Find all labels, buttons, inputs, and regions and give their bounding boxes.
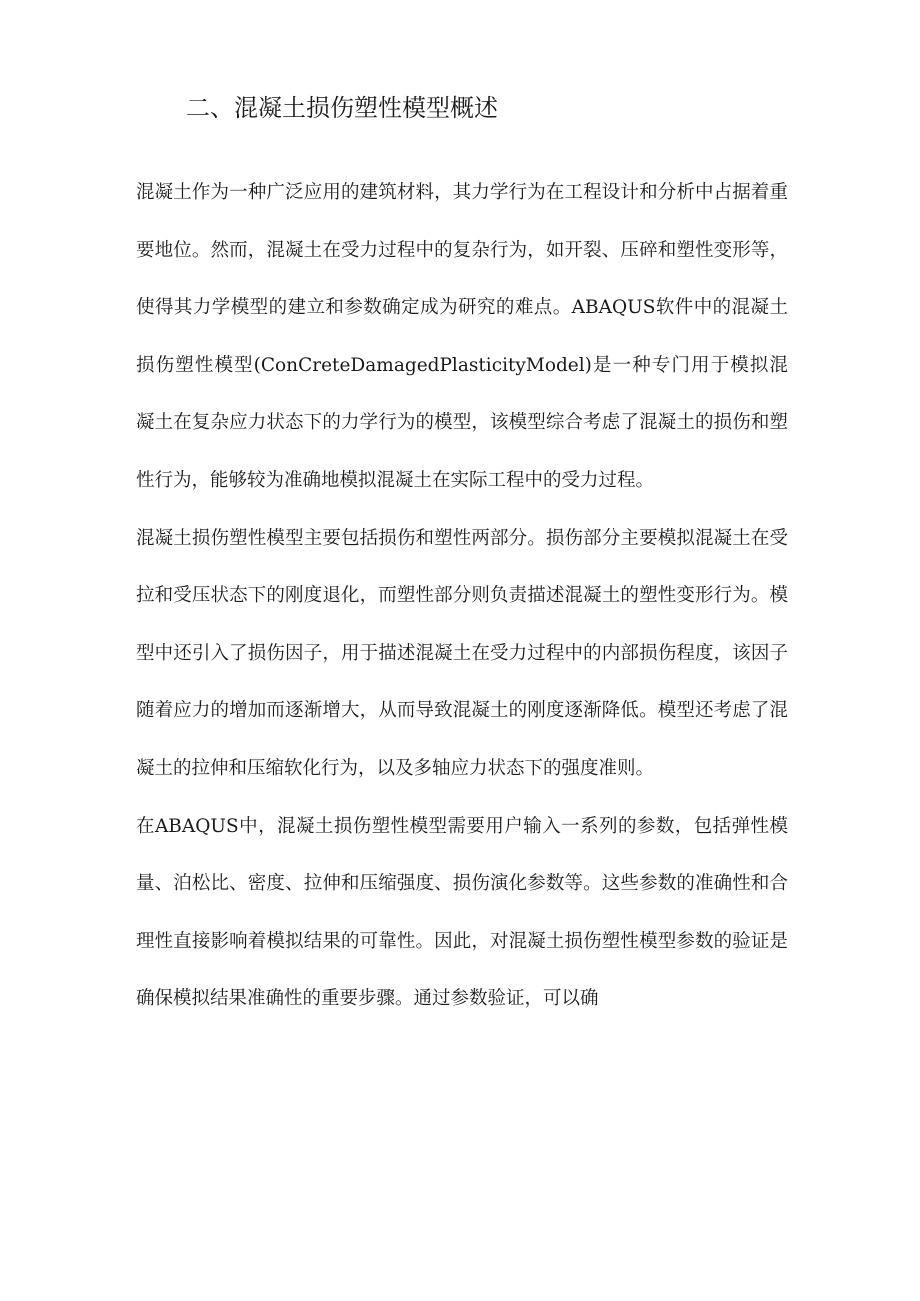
section-heading: 二、混凝土损伤塑性模型概述 <box>186 94 498 122</box>
paragraph-1: 混凝土作为一种广泛应用的建筑材料，其力学行为在工程设计和分析中占据着重要地位。然而，混凝土在受力过程中的复杂行为，如开裂、压碎和塑性变形等，使得其力学模型的建立和参数确定成为研究的难点。ABAQUS软件中的混凝土损伤塑性模型(ConCreteDamagedPlasticityModel)是一种专门用于模拟混凝土在复杂应力状态下的力学行为的模型，该模型综合考虑了混凝土的损伤和塑性行为，能够较为准确地模拟混凝土在实际工程中的受力过程。 <box>136 182 788 491</box>
body-text <box>136 164 788 1028</box>
paragraph-3: 在ABAQUS中，混凝土损伤塑性模型需要用户输入一系列的参数，包括弹性模量、泊松比、密度、拉伸和压缩强度、损伤演化参数等。这些参数的准确性和合理性直接影响着模拟结果的可靠性。因此，对混凝土损伤塑性模型参数的验证是确保模拟结果准确性的重要步骤。通过参数验证，可以确 <box>136 815 788 1010</box>
paragraph-2: 混凝土损伤塑性模型主要包括损伤和塑性两部分。损伤部分主要模拟混凝土在受拉和受压状态下的刚度退化，而塑性部分则负责描述混凝土的塑性变形行为。模型中还引入了损伤因子，用于描述混凝土在受力过程中的内部损伤程度，该因子随着应力的增加而逐渐增大，从而导致混凝土的刚度逐渐降低。模型还考虑了混凝土的拉伸和压缩软化行为，以及多轴应力状态下的强度准则。 <box>136 527 788 779</box>
